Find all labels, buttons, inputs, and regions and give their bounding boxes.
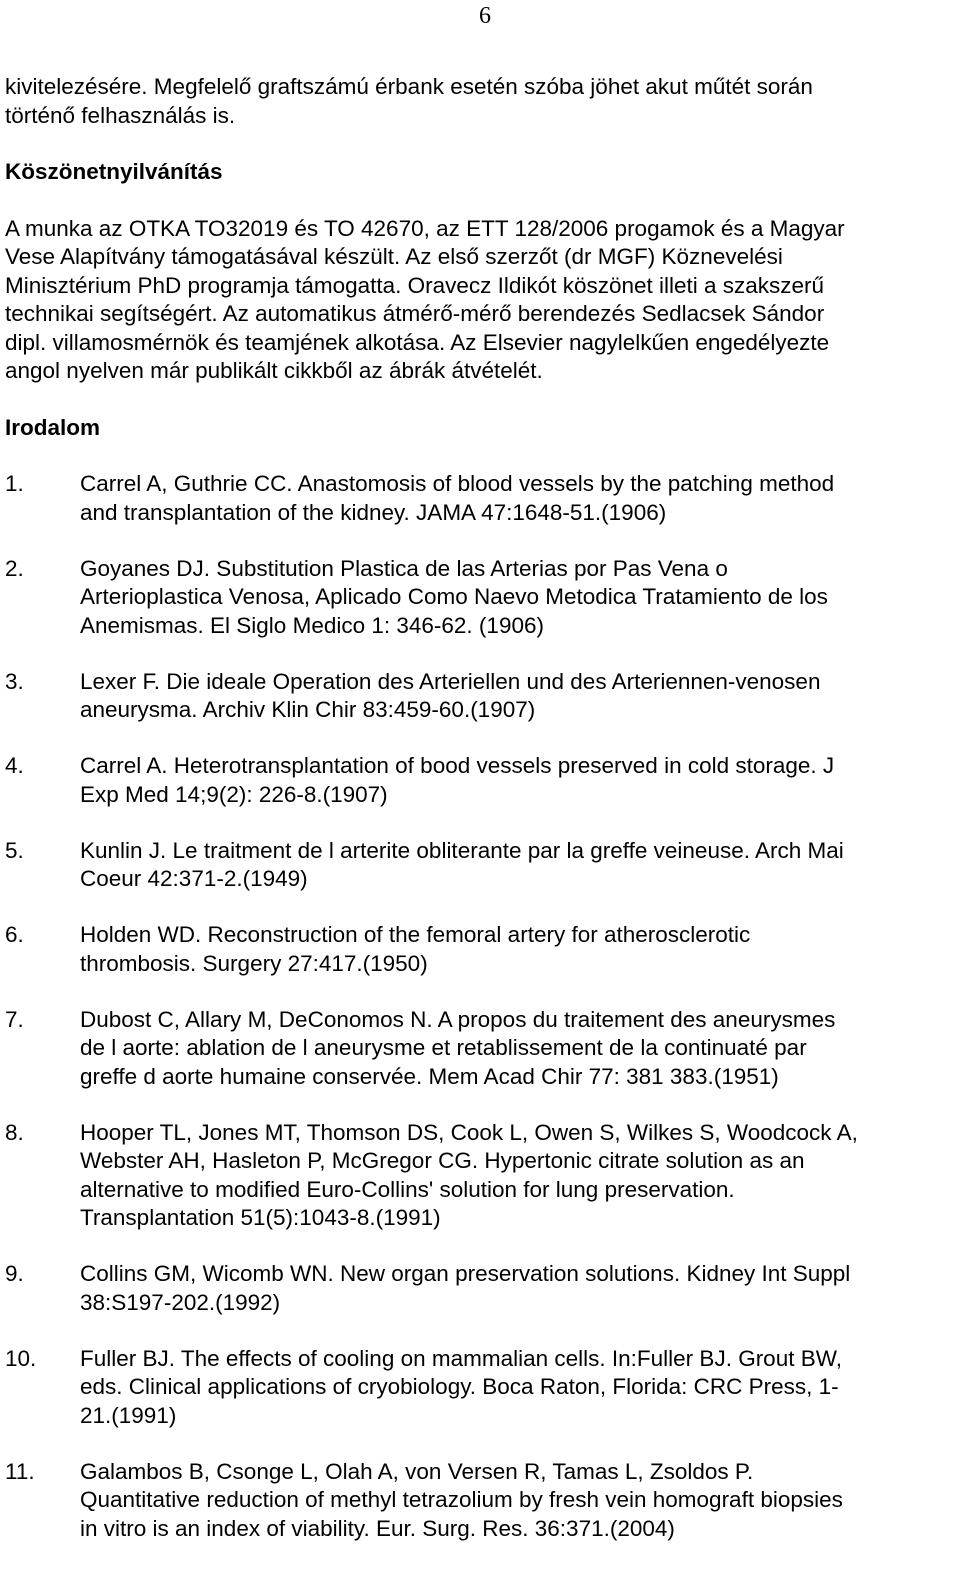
document-body (5, 73, 955, 1571)
reference-text: Holden WD. Reconstruction of the femoral artery for atherosclerotic thrombosis. Surgery 27:417.(1950) (80, 922, 751, 976)
reference-number: 8. (5, 1119, 24, 1145)
reference-number: 10. (5, 1345, 37, 1371)
reference-text: Goyanes DJ. Substitution Plastica de las Arterias por Pas Vena o Arterioplastica Venosa, Aplicado Como Naevo Metodica Tratamiento de los Anemismas. El Siglo Medico 1: 346-62. (1906) (80, 555, 828, 638)
page-number: 6 (479, 3, 491, 29)
reference-item (5, 1458, 955, 1544)
reference-text: Fuller BJ. The effects of cooling on mammalian cells. In:Fuller BJ. Grout BW, eds. Clinical applications of cryobiology. Boca Raton, Florida: CRC Press, 1- 21.(1991) (80, 1345, 842, 1428)
reference-item (5, 668, 955, 725)
reference-item (5, 837, 955, 894)
acknowledgement-heading: Köszönetnyilvánítás (5, 159, 223, 184)
reference-number: 5. (5, 837, 24, 863)
reference-item (5, 752, 955, 809)
reference-item (5, 1345, 955, 1431)
reference-number: 11. (5, 1458, 35, 1484)
reference-number: 9. (5, 1261, 24, 1286)
references-heading: Irodalom (5, 414, 101, 440)
reference-text: Collins GM, Wicomb WN. New organ preservation solutions. Kidney Int Suppl 38:S197-202.(1992) (80, 1261, 851, 1315)
reference-number: 1. (5, 471, 24, 496)
reference-text: Carrel A, Guthrie CC. Anastomosis of blood vessels by the patching method and transplantation of the kidney. JAMA 47:1648-51.(1906) (80, 471, 835, 525)
intro-paragraph: kivitelezésére. Megfelelő graftszámú érbank esetén szóba jöhet akut műtét során történő felhasználás is. (5, 74, 813, 128)
references-list (5, 470, 955, 1543)
reference-number: 6. (5, 922, 24, 947)
reference-item (5, 1006, 955, 1092)
reference-number: 3. (5, 668, 24, 694)
reference-text: Galambos B, Csonge L, Olah A, von Versen R, Tamas L, Zsoldos P. Quantitative reduction of methyl tetrazolium by fresh vein homograft biopsies in vitro is an index of viability. Eur. Surg. Res. 36:371.(2004) (80, 1458, 843, 1541)
reference-number: 4. (5, 753, 24, 778)
acknowledgement-section (5, 158, 955, 386)
reference-text: Carrel A. Heterotransplantation of bood vessels preserved in cold storage. J Exp Med 14;9(2): 226-8.(1907) (80, 753, 835, 807)
reference-number: 7. (5, 1006, 24, 1032)
reference-number: 2. (5, 555, 24, 581)
reference-text: Kunlin J. Le traitment de l arterite obliterante par la greffe veineuse. Arch Mai Coeur 42:371-2.(1949) (80, 837, 844, 891)
acknowledgement-text: A munka az OTKA TO32019 és TO 42670, az ETT 128/2006 progamok és a Magyar Vese Alapítvány támogatásával készült. Az első szerzőt (dr MGF) Köznevelési Minisztérium PhD programja támogatta. Oravecz Ildikót köszönet illeti a szakszerű technikai segítségért. Az automatikus átmérő-mérő berendezés Sedlacsek Sándor dipl. villamosmérnök és teamjének alkotása. Az Elsevier nagylelkűen engedélyezte angol nyelven már publikált cikkből az ábrák átvételét. (5, 215, 845, 383)
references-section (5, 414, 955, 1544)
reference-item (5, 921, 955, 978)
reference-text: Lexer F. Die ideale Operation des Arteriellen und des Arteriennen-venosen aneurysma. Archiv Klin Chir 83:459-60.(1907) (80, 668, 821, 722)
reference-text: Dubost C, Allary M, DeConomos N. A propos du traitement des aneurysmes de l aorte: ablation de l aneurysme et retablissement de la continuaté par greffe d aorte humaine conservée. Mem Acad Chir 77: 381 383.(1951) (80, 1006, 836, 1089)
reference-item (5, 1119, 955, 1233)
reference-item (5, 1260, 955, 1317)
reference-item (5, 470, 955, 527)
reference-item (5, 555, 955, 641)
reference-text: Hooper TL, Jones MT, Thomson DS, Cook L, Owen S, Wilkes S, Woodcock A, Webster AH, Hasleton P, McGregor CG. Hypertonic citrate solution as an alternative to modified Euro-Collins' solution for lung preservation. Transplantation 51(5):1043-8.(1991) (80, 1119, 858, 1230)
